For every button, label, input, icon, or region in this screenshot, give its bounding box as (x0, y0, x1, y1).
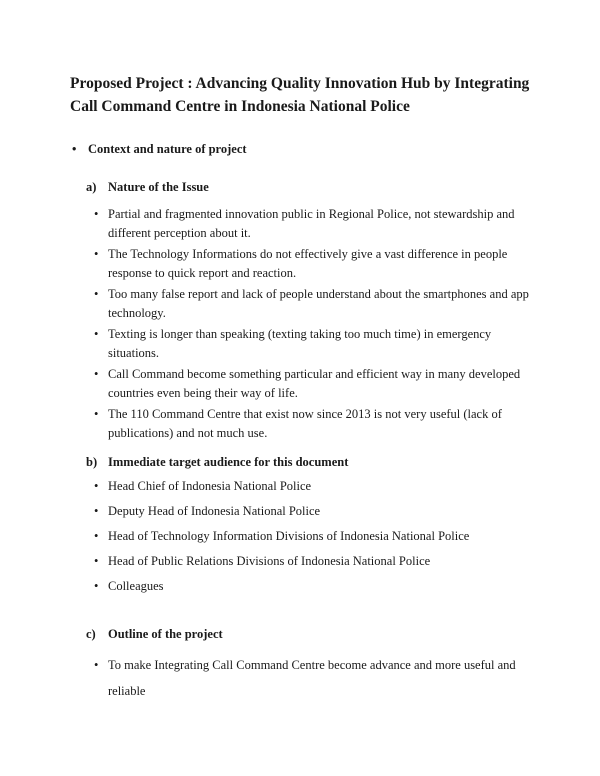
section-heading-outline (86, 627, 223, 642)
list-item (94, 205, 534, 243)
list-item-text: Colleagues (108, 579, 164, 593)
section-title: Nature of the Issue (108, 180, 209, 194)
target-audience-list (94, 478, 534, 603)
list-item-text: Texting is longer than speaking (texting taking too much time) in emergency situations. (108, 327, 492, 360)
list-item-text: Too many false report and lack of people understand about the smartphones and app technology. (108, 287, 529, 320)
context-heading-text: Context and nature of project (88, 142, 247, 156)
list-item (94, 285, 534, 323)
list-item-text: The 110 Command Centre that exist now since 2013 is not very useful (lack of publications) and not much use. (108, 407, 502, 440)
list-item-text: Call Command become something particular and efficient way in many developed countries even being their way of life. (108, 367, 521, 400)
bullet-icon: • (94, 287, 99, 301)
bullet-icon: • (94, 504, 99, 518)
bullet-icon: • (94, 247, 99, 261)
section-letter: a) (86, 180, 97, 194)
list-item (94, 503, 534, 519)
list-item-text: Head of Technology Information Divisions of Indonesia National Police (108, 529, 470, 543)
bullet-icon: • (94, 407, 99, 421)
section-letter: c) (86, 627, 96, 641)
list-item (94, 528, 534, 544)
section-heading-nature-of-issue (86, 180, 209, 195)
bullet-icon: • (94, 554, 99, 568)
section-heading-target-audience (86, 455, 348, 470)
bullet-icon: • (94, 579, 99, 593)
list-item-text: Head of Public Relations Divisions of Indonesia National Police (108, 554, 431, 568)
outline-list (94, 652, 534, 704)
section-title: Immediate target audience for this document (108, 455, 349, 469)
list-item (94, 325, 534, 363)
list-item (94, 478, 534, 494)
bullet-icon: • (94, 367, 99, 381)
page-title: Proposed Project : Advancing Quality Innovation Hub by Integrating Call Command Centre in Indonesia National Police (70, 75, 530, 115)
section-letter: b) (86, 455, 98, 469)
bullet-icon: • (94, 658, 99, 672)
list-item (94, 553, 534, 569)
bullet-icon: • (72, 142, 77, 156)
bullet-icon: • (94, 529, 99, 543)
list-item (94, 652, 534, 704)
list-item-text: Head Chief of Indonesia National Police (108, 479, 312, 493)
bullet-icon: • (94, 207, 99, 221)
list-item-text: To make Integrating Call Command Centre become advance and more useful and reliable (108, 658, 516, 698)
list-item-text: The Technology Informations do not effectively give a vast difference in people response to quick report and reaction. (108, 247, 508, 280)
list-item (94, 365, 534, 403)
list-item (94, 245, 534, 283)
section-title: Outline of the project (108, 627, 223, 641)
list-item-text: Partial and fragmented innovation public in Regional Police, not stewardship and different perception about it. (108, 207, 515, 240)
bullet-icon: • (94, 479, 99, 493)
list-item (94, 578, 534, 594)
list-item (94, 405, 534, 443)
bullet-icon: • (94, 327, 99, 341)
list-item-text: Deputy Head of Indonesia National Police (108, 504, 321, 518)
nature-of-issue-list (94, 205, 534, 445)
